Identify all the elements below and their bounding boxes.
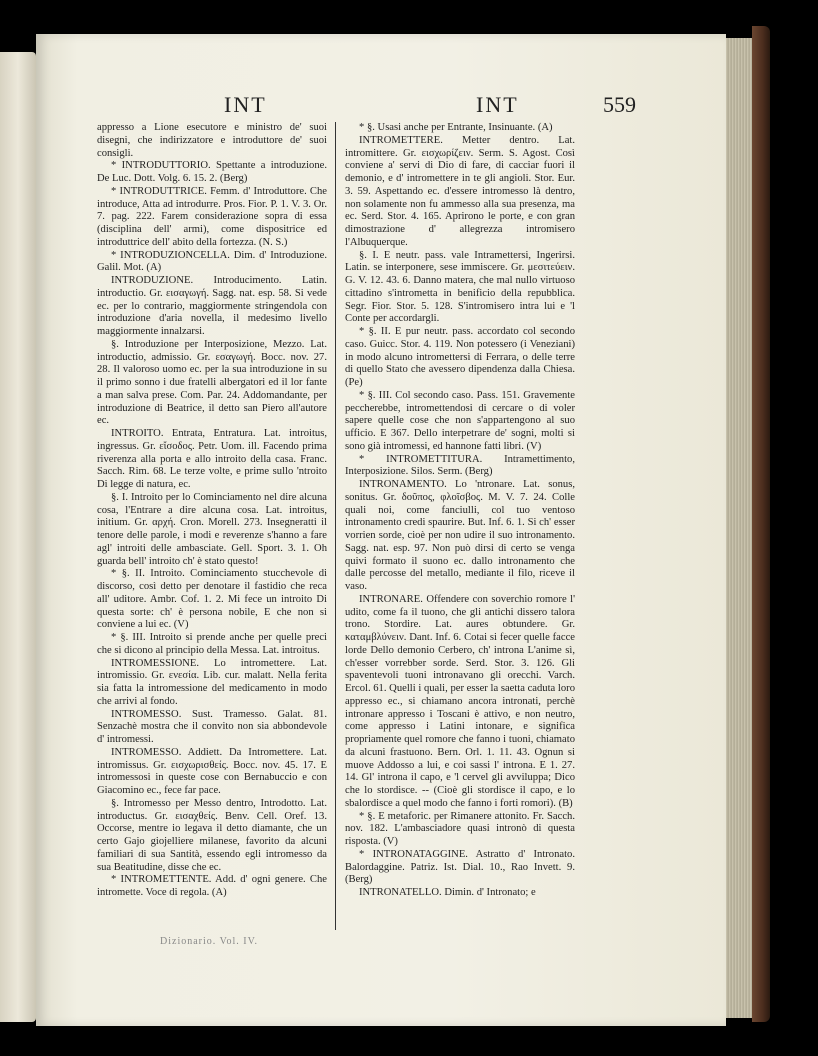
entry-paragraph: * INTROMETTITURA. Intramettimento, Interposizione. Silos. Serm. (Berg)	[345, 453, 575, 478]
entry-paragraph: INTROMESSO. Sust. Tramesso. Galat. 81. Senzachè mostra che il convito non sia abbondevole d' intromessi.	[97, 708, 327, 745]
entry-paragraph: * §. III. Introito si prende anche per quelle preci che si dicono al principio della Messa. Lat. introitus.	[97, 632, 327, 656]
header-right-word: INT	[476, 92, 519, 117]
entry-paragraph: INTROMESSO. Addiett. Da Intromettere. Lat. intromissus. Gr. εισχωρισθείς. Bocc. nov. 45. 17. E intromessosi in queste cose con Bernabuccio e con Giacomino ec., fece far pace.	[97, 746, 327, 796]
book-cover-edge	[752, 26, 770, 1022]
entry-paragraph: INTRONARE. Offendere con soverchio romore l' udito, come fa il tuono, che gli antichi dissero talora trono. Stordire. Lat. aures obtundere. Gr. καταμβλύνειν. Dant. Inf. 6. Cotai si fecer quelle facce lorde Dello demonio Cerbero, ch' introna L'anime sì, ch'esser vorrebber sorde. Serd. Stor. 3. 126. Gli spaventevoli tuoni intronavano gli orecchi. Varch. Ercol. 61. Quelli i quali, per esser la saetta caduta loro appresso ec., si chiamano ancora intronati, perchè intronare appresso i Toscani è attivo, e non neutro, come appresso i Latini intonare, e significa propriamente quel romore che fanno i tuoni, chiamato da alcuni frastuono. Bern. Orl. 1. 11. 43. Ognun si muove Addosso a lui, e coi sassi l' introna. E 1. 27. 14. Gl' introna il capo, e 'l cervel gli avviluppa; Dico che lo stordisce. -- (Cioè gli stordisce il capo, e lo sbalordisce a quel modo che fanno i forti romori). (B)	[345, 593, 575, 809]
left-column	[97, 122, 327, 900]
entry-paragraph: * §. II. E pur neutr. pass. accordato col secondo caso. Guicc. Stor. 4. 119. Non potessero (i Veneziani) in modo alcuno intromettersi di Ferrara, o delle terre di quello Stato che avessero dipendenza dalla Chiesa. (Pe)	[345, 326, 575, 388]
page-number: 559	[603, 92, 636, 117]
column-divider	[335, 122, 336, 930]
entry-paragraph: * INTRODUZIONCELLA. Dim. d' Introduzione. Galil. Mot. (A)	[97, 249, 327, 274]
entry-paragraph: INTROMESSIONE. Lo intromettere. Lat. intromissio. Gr. ενεσία. Lib. cur. malatt. Nella ferita sia fatta la intromessione del medicamento in modo che arrivi al fondo.	[97, 657, 327, 707]
entry-paragraph: * §. Usasi anche per Entrante, Insinuante. (A)	[359, 122, 553, 133]
entry-paragraph: INTROITO. Entrata, Entratura. Lat. introitus, ingressus. Gr. εἴσοδος. Petr. Uom. ill. Facendo prima riverenza alla porta e allo introito della casa. Franc. Sacch. Rim. 68. Le terze volte, e prime sullo 'ntroito Di legge di natura, ec.	[97, 428, 327, 490]
entry-paragraph: * INTROMETTENTE. Add. d' ogni genere. Che intromette. Voce di regola. (A)	[97, 874, 327, 898]
page-stack-edge	[726, 38, 754, 1018]
entry-paragraph: §. I. E neutr. pass. vale Intramettersi, Ingerirsi. Latin. se interponere, sese immiscere. Gr. μεσιτεύειν. G. V. 12. 43. 6. Danno matera, che mal nullo virtuoso cittadino s'intrometta in benificio della repubblica. Segr. Fior. Stor. 5. 128. S'intromisero intra lui e 'l Conte per accordargli.	[345, 249, 575, 325]
entry-paragraph: appresso a Lione esecutore e ministro de' suoi disegni, che indirizzatore e introduttore de' suoi consigli.	[97, 122, 327, 159]
entry-paragraph: §. I. Introito per lo Cominciamento nel dire alcuna cosa, l'Entrare a dire alcuna cosa. Lat. introitus, initium. Gr. αρχή. Cron. Morell. 273. Insegneratti il tenore delle parole, i modi e reverenze s'hanno a fare agl' introiti delle ambasciate. Gell. Sport. 3. 1. Oh guarda bell' introito ch' è stato questo!	[97, 491, 327, 567]
running-header	[96, 92, 636, 122]
entry-paragraph: INTRONAMENTO. Lo 'ntronare. Lat. sonus, sonitus. Gr. δοῦπος, φλοῖσβος. M. V. 7. 24. Colle quali noi, come fanciulli, col tuo ventoso intronamento credi spaurire. But. Inf. 6. 1. Si ch' esser vorrien sorde, cioè per non udire il suo intronamento. Sagg. nat. esp. 97. Non può dirsi di certo se venga quivi formato il suono ec. dallo intronamento che dalle percosse del metallo, mediante il filo, riceve il vaso.	[345, 479, 575, 592]
entry-paragraph: * INTRODUTTRICE. Femm. d' Introduttore. Che introduce, Atta ad introdurre. Pros. Fior. P. 1. V. 3. Or. 7. pag. 222. Farem considerazione sopra di essa (disciplina dell' armi), come dispositrice ed introduttrice dell' abito della fortezza. (N. S.)	[97, 185, 327, 248]
entry-paragraph: * §. II. Introito. Cominciamento stucchevole di discorso, così detto per denotare il fastidio che reca all' uditore. Ambr. Cof. 1. 2. Mi fece un introito Di questa sorte: ch' è persona nobile, E che non si conviene a lui ec. (V)	[97, 568, 327, 631]
header-left-word: INT	[224, 92, 267, 117]
left-page-edge	[0, 52, 36, 1022]
entry-paragraph: INTROMETTERE. Metter dentro. Lat. intromittere. Gr. εισχωρίζειν. Serm. S. Agost. Così conviene a' servi di Dio di fare, di cacciar fuori il demonio, e d' intromettere in te gli angioli. Stor. Eur. 3. 59. Aspettando ec. d'essere intromesso là dentro, non solamente non fu ammesso alla sua presenza, ma ec. Serd. Stor. 4. 165. Aprirono le porte, e con gran dimostrazione d' allegrezza intromisero l'Albuquerque.	[345, 134, 575, 248]
entry-paragraph: INTRODUZIONE. Introducimento. Latin. introductio. Gr. εισαγωγή. Sagg. nat. esp. 58. Si vede ec. per lo contrario, maggiormente stringendola con introduzione d'aria novella, il medesimo livello maggiormente innalzarsi.	[97, 275, 327, 337]
entry-paragraph: INTRONATELLO. Dimin. d' Intronato; e	[359, 887, 536, 898]
entry-paragraph: §. Introduzione per Interposizione, Mezzo. Lat. introductio, admissio. Gr. εσαγωγή. Bocc. nov. 27. 28. Il valoroso uomo ec. per la sua introduzione in su il primo sonno i due fratelli albergatori ed il lor fante a man salva prese. Com. Par. 24. Addomandante, per introduzione di Beatrice, il detto san Piero all'autore ec.	[97, 338, 327, 427]
entry-paragraph: §. Intromesso per Messo dentro, Introdotto. Lat. introductus. Gr. εισαχθείς. Benv. Cell. Oref. 13. Occorse, mentre io legava il detto diamante, che un certo Gajo giojelliere milanese, favorito da alcuni familiari di sua Santità, essendo egli intromesso da sua Beatitudine, disse che ec.	[97, 797, 327, 873]
entry-paragraph: * INTRODUTTORIO. Spettante a introduzione. De Luc. Dott. Volg. 6. 15. 2. (Berg)	[97, 160, 327, 184]
entry-paragraph: * §. III. Col secondo caso. Pass. 151. Gravemente peccherebbe, intromettendosi di cercare o di voler sapere quelle cose che non s'appartengono al suo ufficio. E 367. Dello interpetrare de' sogni, molti si sono già intromessi, ed hannone fatti libri. (V)	[345, 389, 575, 452]
right-column	[345, 122, 575, 900]
entry-paragraph: * §. E metaforic. per Rimanere attonito. Fr. Sacch. nov. 182. L'ambasciadore quasi intronò di questa risposta. (V)	[345, 810, 575, 847]
footer-signature: Dizionario. Vol. IV.	[160, 936, 259, 947]
entry-paragraph: * INTRONATAGGINE. Astratto d' Intronato. Balordaggine. Patriz. Ist. Dial. 10., Rao Invett. 9. (Berg)	[345, 848, 575, 886]
